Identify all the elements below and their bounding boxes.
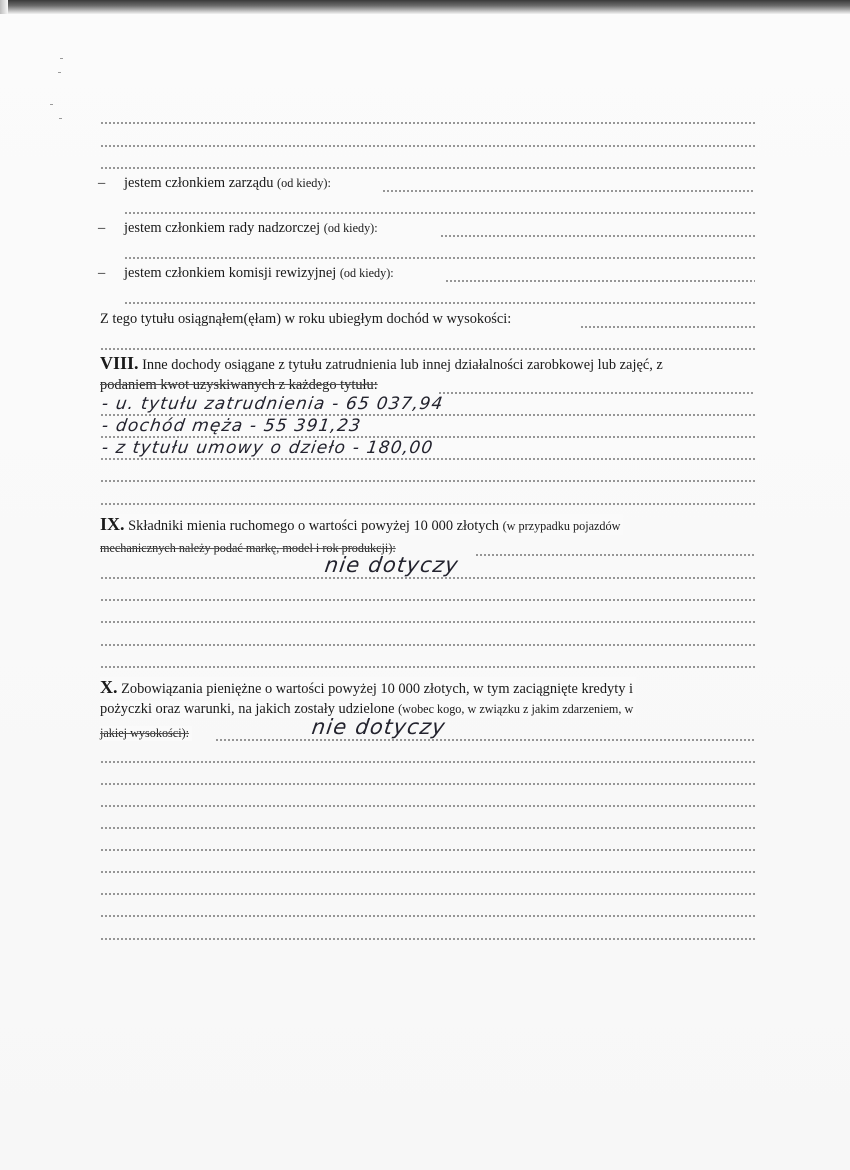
dotted-line xyxy=(100,809,755,829)
board-member-label: jestem członkiem zarządu (od kiedy): xyxy=(124,175,334,192)
dotted-line xyxy=(100,875,755,895)
section-viii-text-cont: podaniem kwot uzyskiwanych z każdego tytułu: xyxy=(100,377,381,394)
dotted-line xyxy=(100,648,755,668)
dotted-line xyxy=(100,149,755,169)
dotted-line xyxy=(100,485,755,505)
list-dash: – xyxy=(98,175,106,191)
audit-committee-label: jestem członkiem komisji rewizyjnej (od kiedy): xyxy=(124,265,397,282)
section-x-text-3: jakiej wysokości): xyxy=(100,726,192,741)
dotted-line xyxy=(100,831,755,851)
audit-committee-row xyxy=(100,262,755,282)
section-ix-text: Składniki mienia ruchomego o wartości powyżej 10 000 złotych xyxy=(128,518,499,534)
dotted-line xyxy=(100,787,755,807)
section-number: X. xyxy=(100,677,118,697)
supervisory-board-row xyxy=(100,217,755,237)
section-ix-hint: (w przypadku pojazdów xyxy=(502,519,621,533)
handwritten-entry-row xyxy=(100,418,755,438)
dotted-line xyxy=(100,743,755,763)
list-dash: – xyxy=(98,265,106,281)
handwritten-answer: nie dotyczy xyxy=(323,553,461,577)
handwritten-entry-row xyxy=(100,396,755,416)
dotted-line xyxy=(100,853,755,873)
dotted-line xyxy=(100,284,755,304)
scan-specks xyxy=(48,54,68,134)
section-viii-cont-row xyxy=(100,374,755,394)
dotted-line xyxy=(100,239,755,259)
dotted-line xyxy=(100,920,755,940)
income-label: Z tego tytułu osiągnąłem(ęłam) w roku ubiegłym dochód w wysokości: xyxy=(100,311,514,328)
section-viii-text: Inne dochody osiągane z tytułu zatrudnienia lub innej działalności zarobkowej lub zajęć, z xyxy=(142,357,663,373)
section-x-text: Zobowiązania pieniężne o wartości powyżej 10 000 złotych, w tym zaciągnięte kredyty i xyxy=(121,681,633,697)
handwritten-entry: - u. tytułu zatrudnienia - 65 037,94 xyxy=(100,394,445,414)
dotted-line xyxy=(100,330,755,350)
dotted-line xyxy=(100,462,755,482)
dotted-line xyxy=(100,897,755,917)
section-x-text-2: pożyczki oraz warunki, na jakich zostały udzielone xyxy=(100,701,395,717)
dotted-line xyxy=(100,765,755,785)
section-number: VIII. xyxy=(100,353,139,373)
section-x-heading xyxy=(100,676,755,696)
board-member-row xyxy=(100,172,755,192)
scan-top-edge xyxy=(0,0,850,14)
section-x-row-3 xyxy=(100,715,755,741)
dotted-line xyxy=(100,581,755,601)
supervisory-board-label: jestem członkiem rady nadzorczej (od kiedy): xyxy=(124,220,381,237)
list-dash: – xyxy=(98,220,106,236)
section-number: IX. xyxy=(100,514,125,534)
handwritten-entry-row xyxy=(100,440,755,460)
dotted-line xyxy=(100,603,755,623)
dotted-line xyxy=(100,127,755,147)
income-row xyxy=(100,308,755,328)
section-x-hint: (wobec kogo, w związku z jakim zdarzeniem, w xyxy=(398,702,634,716)
handwritten-entry: - dochód męża - 55 391,23 xyxy=(100,416,363,436)
section-ix-text-cont: mechanicznych należy podać markę, model i rok produkcji): xyxy=(100,541,399,556)
section-viii-heading xyxy=(100,352,755,372)
dotted-line xyxy=(100,626,755,646)
handwritten-answer-row xyxy=(100,553,755,579)
handwritten-entry: - z tytułu umowy o dzieło - 180,00 xyxy=(100,438,435,458)
handwritten-answer: nie dotyczy xyxy=(310,715,448,739)
dotted-line xyxy=(100,104,755,124)
dotted-line xyxy=(100,194,755,214)
section-ix-heading xyxy=(100,513,755,533)
